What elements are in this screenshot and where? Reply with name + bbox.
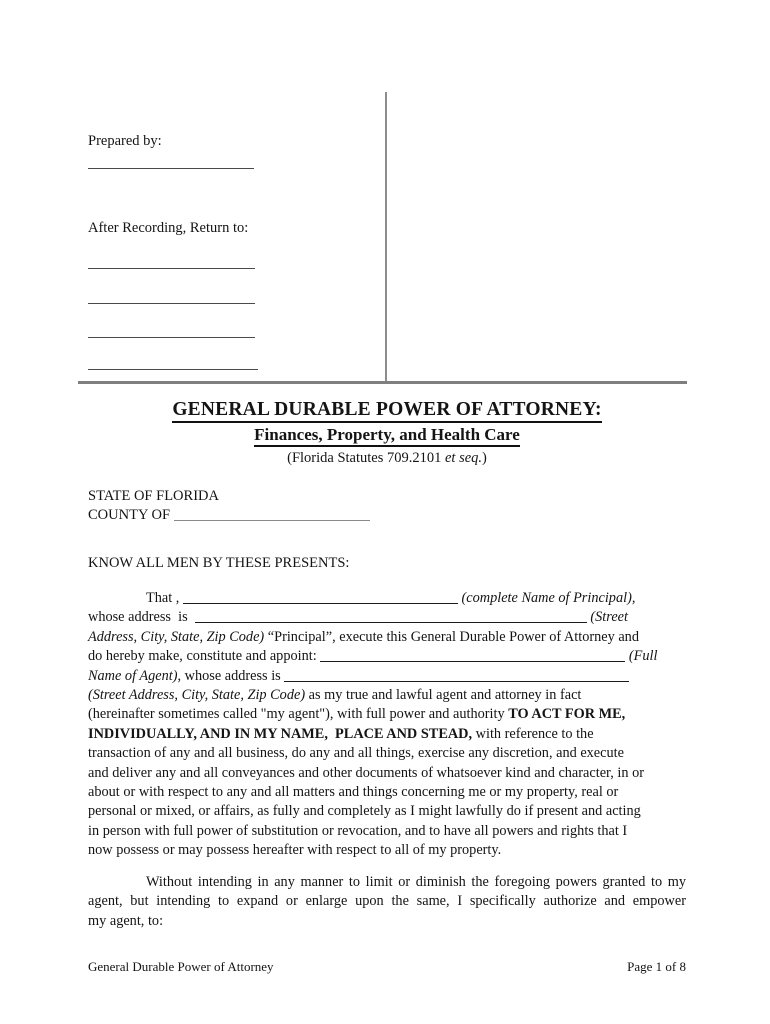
text-segment: “Principal”, execute this General Durable Power of Attorney and (264, 628, 639, 645)
document-title (88, 399, 686, 421)
document-subtitle (88, 425, 686, 445)
text-line (88, 667, 686, 686)
text-line (88, 892, 686, 911)
text-segment: (Street Address, City, State, Zip Code) (88, 687, 306, 704)
text-line (88, 912, 686, 931)
text-segment: transaction of any and all business, do any and all things, exercise any discretion, and execute (88, 745, 624, 762)
fill-in-blank (320, 648, 625, 662)
text-line (88, 841, 686, 860)
column-divider-rule (385, 92, 387, 382)
text-segment: Without intending in any manner to limit or diminish the foregoing powers granted to my (146, 873, 686, 890)
text-line (88, 686, 686, 705)
after-recording-blank-line (88, 337, 255, 338)
footer-page-number: Page 1 of 8 (627, 959, 686, 974)
text-segment: whose address is (88, 609, 195, 626)
text-segment: with reference to the (472, 725, 594, 742)
text-segment: my agent, to: (88, 912, 164, 929)
statute-reference-post: ) (482, 450, 487, 466)
fill-in-blank (284, 668, 629, 682)
text-segment: agent, but intending to expand or enlarge upon the same, I specifically authorize and empower (88, 893, 686, 910)
text-segment: That , (146, 590, 183, 606)
text-line (88, 783, 686, 802)
prepared-by-blank-line (88, 168, 254, 169)
statute-reference-italic: et seq. (445, 450, 483, 466)
after-recording-label: After Recording, Return to: (88, 220, 249, 236)
page-footer (88, 959, 686, 975)
text-segment: (Full (625, 648, 658, 665)
county-fill-in-blank (174, 507, 370, 521)
header-separator-rule (78, 381, 687, 384)
paragraph-principal-appointment (88, 589, 686, 861)
text-segment: TO ACT FOR ME, (508, 706, 626, 723)
statute-reference-pre: (Florida Statutes 709.2101 (287, 450, 445, 466)
text-line (88, 744, 686, 763)
text-line (88, 647, 686, 666)
footer-document-name: General Durable Power of Attorney (88, 959, 274, 974)
text-segment: in person with full power of substitution or revocation, and to have all powers and rights that I (88, 822, 628, 839)
paragraph-authorization (88, 873, 686, 931)
text-segment: as my true and lawful agent and attorney in fact (305, 687, 582, 704)
text-segment: and deliver any and all conveyances and other documents of whatsoever kind and character, in or (88, 764, 644, 781)
text-segment: INDIVIDUALLY, AND IN MY NAME, PLACE AND STEAD, (88, 725, 473, 742)
fill-in-blank (195, 609, 587, 623)
presents-heading: KNOW ALL MEN BY THESE PRESENTS: (88, 555, 350, 571)
fill-in-blank (183, 590, 458, 604)
text-line (88, 764, 686, 783)
document-subtitle-text: Finances, Property, and Health Care (254, 425, 520, 447)
text-segment: about or with respect to any and all matters and things concerning me or my property, real or (88, 784, 619, 801)
text-segment: (Street (586, 609, 628, 626)
text-segment: (hereinafter sometimes called "my agent"), with full power and authority (88, 706, 509, 723)
text-segment: Name of Agent) (88, 667, 178, 684)
text-segment: Address, City, State, Zip Code) (88, 628, 265, 645)
after-recording-blank-line (88, 303, 255, 304)
text-segment: do hereby make, constitute and appoint: (88, 648, 321, 665)
county-of-line (88, 507, 686, 524)
text-line (88, 628, 686, 647)
prepared-by-label: Prepared by: (88, 133, 162, 149)
text-line (88, 608, 686, 627)
state-of-florida-line: STATE OF FLORIDA (88, 488, 219, 504)
text-line (88, 589, 686, 608)
text-line (88, 822, 686, 841)
document-title-text: GENERAL DURABLE POWER OF ATTORNEY: (172, 399, 601, 423)
text-line (88, 873, 686, 892)
text-segment: now possess or may possess hereafter with respect to all of my property. (88, 842, 502, 859)
text-segment: personal or mixed, or affairs, as fully and completely as I might lawfully do if present and acting (88, 803, 641, 820)
after-recording-blank-line (88, 369, 258, 370)
document-body (88, 399, 686, 931)
text-segment: , whose address is (177, 667, 285, 684)
text-line (88, 705, 686, 724)
text-line (88, 802, 686, 821)
statute-reference (88, 450, 686, 467)
text-segment: (complete Name of Principal), (457, 590, 636, 606)
after-recording-blank-line (88, 268, 255, 269)
county-of-label: COUNTY OF (88, 507, 174, 523)
text-line (88, 725, 686, 744)
